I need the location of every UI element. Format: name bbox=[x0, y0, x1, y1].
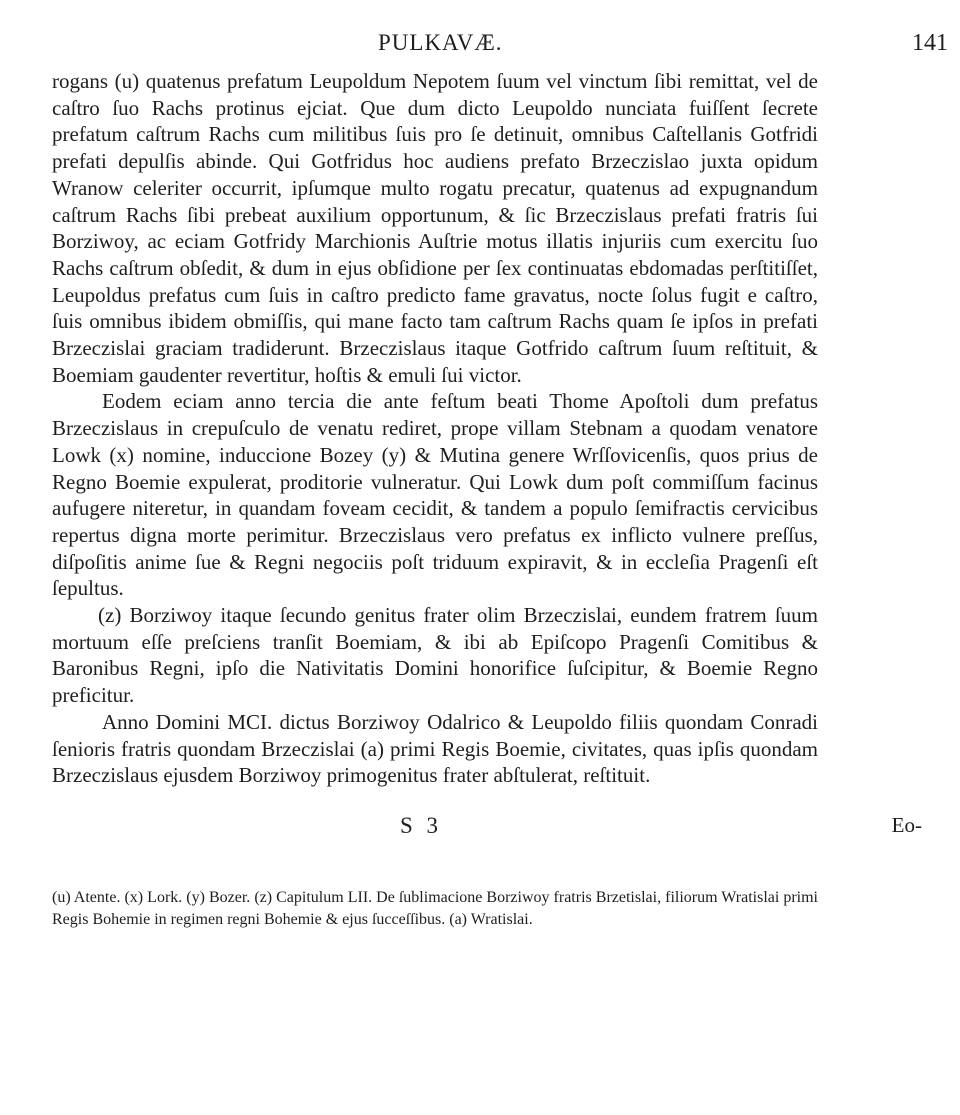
running-head: PULKAVÆ. bbox=[378, 30, 503, 55]
page-footer bbox=[52, 809, 922, 881]
signature-mark: S 3 bbox=[400, 812, 443, 838]
paragraph: Eodem eciam anno tercia die ante feſtum beati Thome Apoſtoli dum prefatus Brzeczislaus in crepuſculo de venatu rediret, prope villam Stebnam a quodam venatore Lowk (x) nomine, induccione Bozey (y) & Mutina genere Wrſſovicenſis, quos prius de Regno Boemie expulerat, proditorie vulneratur. Qui Lowk dum poſt commiſſum facinus aufugere niteretur, in quandam foveam cecidit, & tandem a populo ſemifractis cervicibus repertus digna morte perimitur. Brzeczislaus vero prefatus ex inflicto vulnere preſſus, diſpoſitis anime ſue & Regni negociis poſt triduum expiravit, & in eccleſia Pragenſi eſt ſepultus. bbox=[52, 389, 818, 601]
paragraph: rogans (u) quatenus prefatum Leupoldum Nepotem ſuum vel vinctum ſibi remittat, vel de caſtro ſuo Rachs protinus ejciat. Que dum dicto Leupoldo nunciata fuiſſent ſecrete prefatum caſtrum Rachs cum militibus ſuis pro ſe detinuit, omnibus Caſtellanis Gotfridi prefati depulſis abinde. Qui Gotfridus hoc audiens prefato Brzeczislao juxta opidum Wranow celeriter occurrit, ipſumque multo rogatu precatur, quatenus ad expugnandum caſtrum Rachs ſibi prebeat auxilium opportunum, & ſic Brzeczislaus prefati fratris ſui Borziwoy, ac eciam Gotfridy Marchionis Auſtrie motus illatis injuriis cum exercitu ſuo Rachs caſtrum obſedit, & dum in ejus obſidione per ſex continuatas ebdomadas perſtitiſſet, Leupoldus prefatus cum ſuis in caſtro predicto fame gravatus, nocte ſolus fugit e caſtro, ſuis omnibus ibidem obmiſſis, qui mane facto tam caſtrum Rachs quam ſe ipſos in prefati Brzeczislai graciam tradiderunt. Brzeczislaus itaque Gotfrido caſtrum ſuum reſtituit, & Boemiam gaudenter revertitur, hoſtis & emuli ſui victor. bbox=[52, 69, 818, 387]
main-text bbox=[52, 68, 818, 789]
footnote-text: (u) Atente. (x) Lork. (y) Bozer. (z) Capitulum LII. De ſublimacione Borziwoy fratris Brzetislai, filiorum Wratislai primi Regis Bohemie in regimen regni Bohemie & ejus ſucceſſibus. (a) Wratislai. bbox=[52, 888, 818, 928]
page-number: 141 bbox=[912, 30, 948, 56]
paragraph: Anno Domini MCI. dictus Borziwoy Odalrico & Leupoldo filiis quondam Conradi ſenioris fratris quondam Brzeczislai (a) primi Regis Boemie, civitates, quas ipſis quondam Brzeczislaus ejusdem Borziwoy primogenitus frater abſtulerat, reſtituit. bbox=[52, 709, 818, 788]
catchword: Eo- bbox=[891, 812, 922, 837]
paragraph: (z) Borziwoy itaque ſecundo genitus frater olim Brzeczislai, eundem fratrem ſuum mortuum eſſe preſciens tranſit Boemiam, & ibi ab Epiſcopo Pragenſi Comitibus & Baronibus Regni, ipſo die Nativitatis Domini honorifice ſuſcipitur, & Boemie Regno preficitur. bbox=[52, 603, 818, 708]
page-header bbox=[52, 26, 948, 68]
footnotes bbox=[52, 887, 818, 931]
